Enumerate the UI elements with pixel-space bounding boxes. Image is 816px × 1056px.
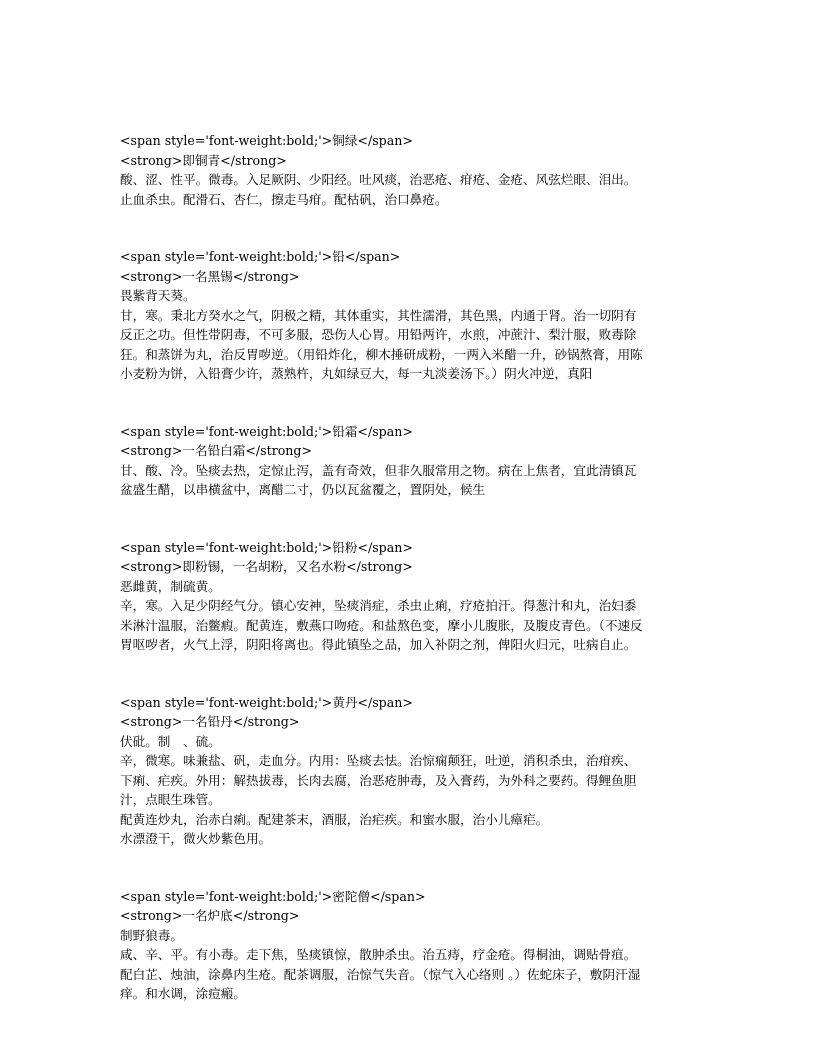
entry-heading: <span style='font-weight:bold;'>黄丹</span> (120, 694, 413, 710)
entry-text-line: 辛，微寒。味兼盐、矾，走血分。内用：坠痰去怯。治惊痫颠狂，吐逆，消积杀虫，治疳疾、 (120, 753, 637, 768)
entry-text-line: 水漂澄干，微火炒紫色用。 (120, 831, 272, 846)
entry-heading: <span style='font-weight:bold;'>铜绿</span> (120, 133, 413, 148)
entry-text-line: 汁，点眼生珠管。 (120, 792, 221, 807)
entry-text-line: 甘，寒。秉北方癸水之气，阴极之精，其体重实，其性濡滑，其色黑，内通于肾。治一切阴有 (120, 307, 637, 323)
entry-text-line: 辛，寒。入足少阴经气分。镇心安神，坠痰消症，杀虫止痢，疗疮拍汗。得葱汁和丸，治妇黍 (120, 598, 637, 613)
entry-text-line: 止血杀虫。配滑石、杏仁，擦走马疳。配枯矾，治口鼻疮。 (120, 191, 448, 207)
entry-text-line: 伏砒。制 、硫。 (120, 733, 221, 749)
entry-text-line: 反正之功。但性带阴毒，不可多服，恐伤人心胃。用铅两许，水煎，冲蔗汁、梨汁服，败毒除 (120, 327, 637, 342)
entry-alias: <strong>一名铅丹</strong> (120, 714, 300, 729)
entry-text-line: 配白芷、烛油，涂鼻内生疮。配茶调服，治惊气失音。（惊气入心络则 。）佐蛇床子，敷阴汗湿 (120, 966, 641, 982)
entry-huangdan (120, 693, 700, 849)
entry-heading: <span style='font-weight:bold;'>密陀僧</span> (120, 888, 426, 904)
entry-text-line: 配黄连炒丸，治赤白痢。配建茶末，酒服，治疟疾。和蜜水服，治小儿瘴疟。 (120, 811, 549, 827)
entry-alias: <strong>一名炉底</strong> (120, 908, 300, 923)
entry-text-line: 下痢、疟疾。外用：解热拔毒，长肉去腐，治恶疮肿毒，及入膏药，为外科之要药。得鲤鱼胆 (120, 772, 637, 788)
entry-text-line: 咸、辛、平。有小毒。走下焦，坠痰镇惊，散肿杀虫。治五痔，疗金疮。得桐油，调贴骨疽。 (120, 947, 637, 962)
entry-alias: <strong>一名铅白霜</strong> (120, 443, 313, 458)
entry-qian (120, 247, 700, 384)
entry-text-line: 酸、涩、性平。微毒。入足厥阴、少阳经。吐风痰，治恶疮、疳疮、金疮、风弦烂眼、泪出。 (120, 172, 637, 187)
entry-qianfen (120, 538, 700, 655)
entry-text-line: 盆盛生醋，以串横盆中，离醋二寸，仍以瓦盆覆之，置阴处，候生 (120, 482, 486, 497)
entry-text-line: 痒。和水调，涂痘瘢。 (120, 986, 246, 1001)
entry-alias: <strong>一名黑锡</strong> (120, 268, 300, 284)
entry-text-line: 米淋汁温服，治鳖瘕。配黄连，敷燕口吻疮。和盐熬色变，摩小儿腹胀，及腹皮青色。（不速反 (120, 617, 643, 633)
entry-heading: <span style='font-weight:bold;'>铅粉</span> (120, 539, 413, 555)
entry-mituoseng (120, 887, 700, 1004)
entry-heading: <span style='font-weight:bold;'>铅霜</span> (120, 423, 413, 439)
entry-qianshuang (120, 422, 700, 500)
entry-alias: <strong>即铜青</strong> (120, 152, 287, 168)
entry-text-line: 制野狼毒。 (120, 927, 183, 943)
entry-text-line: 小麦粉为饼，入铅膏少许，蒸熟杵，丸如绿豆大，每一丸淡姜汤下。）阴火冲逆，真阳 (120, 366, 593, 381)
entry-heading: <span style='font-weight:bold;'>铅</span> (120, 249, 401, 264)
entry-text-line: 畏紫背天葵。 (120, 288, 196, 303)
entry-text-line: 恶雌黄，制硫黄。 (120, 578, 221, 594)
entry-tonglv (120, 131, 700, 209)
entry-text-line: 甘、酸、冷。坠痰去热，定惊止泻，盖有奇效，但非久服常用之物。病在上焦者，宜此清镇瓦 (120, 462, 637, 478)
document-page (120, 131, 700, 1004)
entry-alias: <strong>即粉锡，一名胡粉，又名水粉</strong> (120, 559, 413, 574)
entry-text-line: 狂。和蒸饼为丸，治反胃哕逆。（用铅炸化，柳木捶研成粉，一两入米醋一升，砂锅熬膏，用陈 (120, 346, 643, 362)
entry-text-line: 胃呕哕者，火气上浮，阴阳将离也。得此镇坠之品，加入补阴之剂，俾阳火归元，吐病自止。 (120, 637, 637, 652)
